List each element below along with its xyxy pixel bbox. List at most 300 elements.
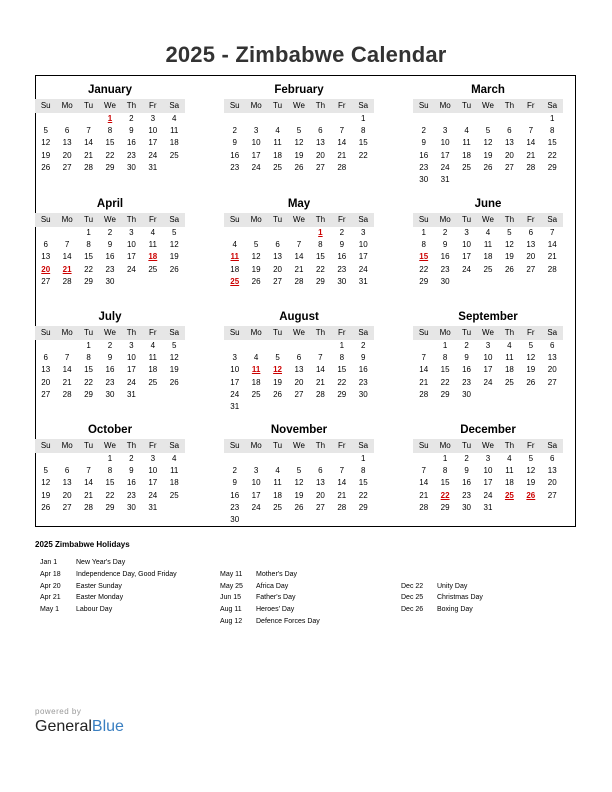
day-cell: 29 (84, 276, 93, 286)
holiday-name: Heroes' Day (256, 606, 295, 614)
day-cell: 4 (232, 240, 237, 250)
day-cell: 9 (442, 240, 448, 250)
holiday-item (220, 581, 320, 593)
day-cell: 30 (230, 514, 240, 524)
day-cell: 30 (126, 502, 136, 512)
weekday-label: Fr (338, 328, 346, 337)
weekday-label: Fr (149, 101, 157, 110)
day-cell: 24 (251, 162, 261, 172)
month-name: November (270, 424, 328, 436)
day-cell: 8 (107, 466, 113, 476)
day-cell: 5 (485, 126, 491, 136)
day-cell: 24 (462, 264, 471, 274)
day-cell: 3 (253, 126, 259, 136)
day-cell: 19 (273, 377, 282, 387)
week-row (35, 465, 185, 477)
day-cell: 6 (43, 353, 48, 363)
day-cell: 23 (337, 264, 347, 274)
day-cell: 27 (547, 490, 557, 500)
week-row (413, 276, 563, 288)
day-cell: 15 (547, 138, 557, 148)
day-cell: 6 (275, 240, 280, 250)
weekday-label: We (293, 215, 305, 224)
day-cell: 1 (107, 454, 113, 463)
day-cell: 22 (105, 150, 115, 160)
day-cell: 31 (483, 502, 493, 512)
month-name: June (474, 198, 502, 210)
empty-day-cell (142, 276, 163, 288)
day-cell: 21 (526, 150, 536, 160)
day-cell: 2 (107, 228, 113, 237)
holiday-item (401, 604, 483, 616)
holiday-date: May 25 (220, 582, 243, 590)
day-cell: 3 (150, 454, 156, 463)
empty-day-cell (267, 227, 288, 239)
weekday-label: Fr (338, 441, 346, 450)
day-cell: 21 (547, 252, 557, 262)
week-row (413, 239, 563, 251)
week-row (224, 276, 374, 288)
day-cell: 15 (358, 138, 368, 148)
empty-day-cell (56, 453, 77, 465)
day-cell: 8 (107, 126, 113, 136)
day-cell: 6 (318, 126, 323, 136)
holiday-day-cell: 26 (526, 490, 536, 500)
day-cell: 19 (504, 252, 514, 262)
month-name: April (96, 198, 124, 210)
day-cell: 5 (253, 240, 259, 250)
day-cell: 12 (169, 240, 179, 250)
week-row (224, 490, 374, 502)
day-cell: 27 (62, 162, 72, 172)
day-cell: 4 (507, 341, 512, 350)
empty-day-cell (456, 113, 477, 125)
month-name: July (98, 311, 122, 323)
week-row (35, 502, 185, 514)
empty-day-cell (164, 276, 185, 288)
week-row (413, 377, 563, 389)
day-cell: 12 (526, 353, 536, 363)
empty-day-cell (310, 340, 331, 352)
empty-day-cell (35, 453, 56, 465)
week-row (35, 125, 185, 137)
day-cell: 28 (84, 502, 93, 512)
day-cell: 10 (440, 138, 450, 148)
day-cell: 20 (547, 478, 557, 488)
weekday-label: We (104, 215, 116, 224)
weekday-label: Sa (358, 441, 369, 450)
weekday-label: Th (126, 215, 137, 224)
empty-day-cell (245, 227, 266, 239)
day-cell: 31 (126, 389, 136, 399)
week-row (224, 352, 374, 364)
empty-day-cell (56, 340, 77, 352)
day-cell: 12 (294, 478, 304, 488)
empty-day-cell (520, 502, 541, 514)
month-october (35, 422, 185, 514)
day-cell: 7 (339, 126, 345, 136)
day-cell: 8 (442, 466, 448, 476)
weekday-label: Tu (273, 441, 283, 450)
holiday-date: Apr 21 (40, 594, 61, 602)
day-cell: 21 (337, 490, 347, 500)
week-row (224, 125, 374, 137)
holiday-item (220, 604, 320, 616)
day-cell: 16 (105, 365, 115, 375)
empty-day-cell (542, 389, 563, 401)
weekday-label: Th (504, 328, 515, 337)
empty-day-cell (499, 502, 520, 514)
weekday-label: Su (418, 215, 429, 224)
weekday-label: Mo (439, 328, 451, 337)
day-cell: 1 (421, 228, 426, 237)
weekday-label: Mo (439, 441, 451, 450)
weekday-label: Su (418, 328, 429, 337)
weekday-label: Fr (149, 441, 157, 450)
empty-day-cell (477, 174, 498, 186)
generalblue-logo[interactable] (35, 718, 124, 736)
month-august (224, 309, 374, 413)
day-cell: 14 (84, 138, 93, 148)
day-cell: 25 (148, 264, 158, 274)
day-cell: 10 (148, 466, 158, 476)
month-december (413, 422, 563, 514)
day-cell: 25 (504, 377, 514, 387)
day-cell: 4 (150, 228, 156, 237)
day-cell: 17 (126, 252, 136, 262)
weekday-label: Su (418, 101, 429, 110)
empty-day-cell (224, 453, 245, 465)
day-cell: 11 (273, 138, 282, 148)
week-row (224, 264, 374, 276)
weekday-label: Mo (250, 441, 262, 450)
empty-day-cell (456, 174, 477, 186)
weekday-label: Tu (273, 215, 283, 224)
month-april (35, 196, 185, 288)
day-cell: 5 (528, 454, 534, 463)
week-row (224, 137, 374, 149)
empty-day-cell (310, 453, 331, 465)
day-cell: 24 (251, 502, 261, 512)
day-cell: 8 (339, 353, 345, 363)
week-row (35, 264, 185, 276)
day-cell: 9 (129, 126, 134, 136)
holiday-item (401, 592, 483, 604)
day-cell: 23 (419, 162, 429, 172)
day-cell: 8 (361, 466, 366, 476)
holiday-date: Aug 12 (220, 617, 243, 625)
day-cell: 29 (337, 389, 347, 399)
weekday-label: Tu (84, 215, 94, 224)
day-cell: 8 (86, 353, 91, 363)
weekday-label: Tu (84, 441, 94, 450)
day-cell: 24 (230, 389, 240, 399)
weekday-label: Mo (250, 215, 262, 224)
day-cell: 4 (464, 126, 469, 136)
holiday-column (220, 569, 320, 628)
week-row (35, 239, 185, 251)
day-cell: 24 (126, 377, 136, 387)
weekday-label: Th (504, 215, 515, 224)
day-cell: 17 (462, 252, 471, 262)
month-name: August (279, 311, 319, 323)
day-cell: 15 (84, 365, 93, 375)
empty-day-cell (245, 340, 266, 352)
day-cell: 2 (107, 341, 113, 350)
week-row (224, 465, 374, 477)
day-cell: 12 (526, 466, 536, 476)
day-cell: 18 (148, 365, 158, 375)
logo-text-blue: Blue (91, 718, 124, 735)
day-cell: 7 (550, 228, 555, 237)
weekday-label: We (104, 101, 116, 110)
weekday-label: Mo (250, 101, 262, 110)
weekday-label: Su (40, 441, 51, 450)
day-cell: 4 (275, 126, 280, 136)
week-row (413, 150, 563, 162)
day-cell: 27 (526, 264, 536, 274)
week-row (224, 377, 374, 389)
holiday-item (40, 557, 177, 569)
day-cell: 3 (232, 353, 237, 363)
empty-day-cell (331, 401, 352, 413)
weekday-header (224, 439, 374, 453)
weekday-label: Th (126, 328, 137, 337)
week-row (413, 465, 563, 477)
day-cell: 9 (232, 478, 237, 488)
holiday-date: May 1 (40, 606, 60, 614)
week-row (224, 453, 374, 465)
day-cell: 2 (232, 126, 237, 136)
logo-text-general: General (35, 718, 92, 735)
empty-day-cell (56, 113, 77, 125)
weekday-label: Su (40, 328, 51, 337)
day-cell: 18 (483, 252, 493, 262)
week-row (413, 352, 563, 364)
day-cell: 31 (148, 502, 158, 512)
empty-day-cell (413, 340, 434, 352)
day-cell: 20 (315, 150, 325, 160)
day-cell: 2 (421, 126, 426, 136)
empty-day-cell (288, 401, 309, 413)
day-cell: 27 (294, 389, 304, 399)
day-cell: 16 (462, 365, 471, 375)
day-cell: 26 (273, 389, 282, 399)
weekday-header (413, 99, 563, 113)
day-cell: 10 (230, 365, 240, 375)
day-cell: 7 (64, 240, 70, 250)
day-cell: 29 (315, 276, 325, 286)
day-cell: 12 (41, 138, 51, 148)
holiday-item (40, 604, 177, 616)
holiday-date: Jun 15 (220, 594, 242, 602)
holiday-name: Defence Forces Day (256, 617, 320, 625)
day-cell: 1 (442, 341, 448, 350)
day-cell: 17 (148, 138, 158, 148)
day-cell: 11 (148, 353, 157, 363)
empty-day-cell (267, 340, 288, 352)
day-cell: 4 (253, 353, 259, 363)
day-cell: 5 (528, 341, 534, 350)
day-cell: 31 (440, 174, 450, 184)
day-cell: 22 (440, 377, 450, 387)
day-cell: 25 (169, 490, 179, 500)
month-march (413, 82, 563, 186)
day-cell: 4 (485, 228, 491, 237)
holiday-name: New Year's Day (76, 559, 126, 566)
month-june (413, 196, 563, 288)
empty-day-cell (267, 453, 288, 465)
empty-day-cell (331, 514, 352, 526)
empty-day-cell (288, 113, 309, 125)
day-cell: 29 (547, 162, 557, 172)
day-cell: 14 (419, 478, 429, 488)
weekday-label: Fr (149, 328, 157, 337)
empty-day-cell (35, 340, 56, 352)
empty-day-cell (78, 453, 99, 465)
day-cell: 27 (41, 276, 51, 286)
day-cell: 25 (148, 377, 158, 387)
day-cell: 21 (419, 490, 429, 500)
empty-day-cell (288, 453, 309, 465)
day-cell: 11 (148, 240, 157, 250)
day-cell: 27 (62, 502, 72, 512)
day-cell: 20 (547, 365, 557, 375)
week-row (224, 502, 374, 514)
day-cell: 20 (294, 377, 304, 387)
week-row (413, 113, 563, 125)
day-cell: 11 (273, 478, 282, 488)
weekday-label: Th (315, 215, 326, 224)
day-cell: 28 (294, 276, 304, 286)
weekday-label: Sa (169, 215, 180, 224)
week-row (224, 389, 374, 401)
month-january (35, 82, 185, 174)
week-row (224, 251, 374, 263)
empty-day-cell (224, 227, 245, 239)
day-cell: 1 (442, 454, 448, 463)
month-name: March (471, 84, 505, 96)
day-cell: 18 (230, 264, 240, 274)
empty-day-cell (224, 113, 245, 125)
week-row (413, 453, 563, 465)
day-cell: 21 (337, 150, 347, 160)
day-cell: 26 (483, 162, 493, 172)
holiday-name: Labour Day (76, 606, 113, 614)
weekday-label: We (104, 328, 116, 337)
day-cell: 10 (126, 353, 136, 363)
empty-day-cell (310, 401, 331, 413)
holiday-day-cell: 1 (107, 114, 113, 123)
holiday-name: Easter Sunday (76, 582, 122, 590)
day-cell: 27 (504, 162, 514, 172)
day-cell: 6 (318, 466, 323, 476)
week-row (35, 377, 185, 389)
day-cell: 17 (251, 150, 261, 160)
day-cell: 5 (43, 466, 48, 476)
day-cell: 9 (129, 466, 134, 476)
day-cell: 26 (169, 264, 179, 274)
day-cell: 3 (464, 228, 469, 237)
empty-day-cell (56, 227, 77, 239)
weekday-label: Tu (462, 441, 472, 450)
day-cell: 13 (315, 478, 325, 488)
weekday-label: Tu (462, 215, 472, 224)
week-row (413, 490, 563, 502)
day-cell: 7 (339, 466, 345, 476)
day-cell: 25 (483, 264, 493, 274)
day-cell: 12 (41, 478, 51, 488)
day-cell: 23 (126, 150, 136, 160)
day-cell: 8 (550, 126, 555, 136)
empty-day-cell (331, 113, 352, 125)
week-row (413, 477, 563, 489)
weekday-label: We (104, 441, 116, 450)
day-cell: 4 (507, 454, 512, 463)
day-cell: 16 (462, 478, 471, 488)
day-cell: 19 (251, 264, 261, 274)
empty-day-cell (245, 514, 266, 526)
day-cell: 26 (169, 377, 179, 387)
day-cell: 3 (485, 341, 491, 350)
day-cell: 26 (41, 162, 51, 172)
weekday-label: Sa (169, 441, 180, 450)
week-row (35, 490, 185, 502)
empty-day-cell (121, 276, 142, 288)
day-cell: 10 (358, 240, 368, 250)
day-cell: 3 (150, 114, 156, 123)
day-cell: 21 (419, 377, 429, 387)
day-cell: 2 (232, 466, 237, 476)
day-cell: 19 (169, 365, 179, 375)
holiday-date: Dec 25 (401, 594, 424, 602)
weekday-label: We (293, 101, 305, 110)
day-cell: 29 (84, 389, 93, 399)
day-cell: 8 (86, 240, 91, 250)
weekday-label: Su (418, 441, 429, 450)
day-cell: 13 (41, 252, 51, 262)
week-row (413, 340, 563, 352)
empty-day-cell (520, 389, 541, 401)
empty-day-cell (353, 514, 374, 526)
day-cell: 19 (526, 365, 536, 375)
weekday-label: Fr (338, 101, 346, 110)
day-cell: 16 (105, 252, 115, 262)
day-cell: 10 (251, 138, 261, 148)
day-cell: 10 (148, 126, 158, 136)
day-cell: 12 (294, 138, 304, 148)
day-cell: 31 (358, 276, 368, 286)
empty-day-cell (353, 401, 374, 413)
day-cell: 13 (62, 478, 72, 488)
day-cell: 13 (547, 466, 557, 476)
weekday-label: Sa (358, 328, 369, 337)
weekday-header (413, 326, 563, 340)
day-cell: 24 (148, 150, 158, 160)
day-cell: 18 (273, 150, 282, 160)
day-cell: 28 (419, 502, 429, 512)
day-cell: 5 (507, 228, 512, 237)
day-cell: 29 (419, 276, 429, 286)
day-cell: 22 (315, 264, 325, 274)
day-cell: 24 (358, 264, 368, 274)
day-cell: 14 (337, 478, 347, 488)
empty-day-cell (520, 113, 541, 125)
weekday-label: Sa (169, 328, 180, 337)
day-cell: 17 (148, 478, 158, 488)
holiday-day-cell: 11 (230, 252, 239, 262)
day-cell: 21 (294, 264, 304, 274)
